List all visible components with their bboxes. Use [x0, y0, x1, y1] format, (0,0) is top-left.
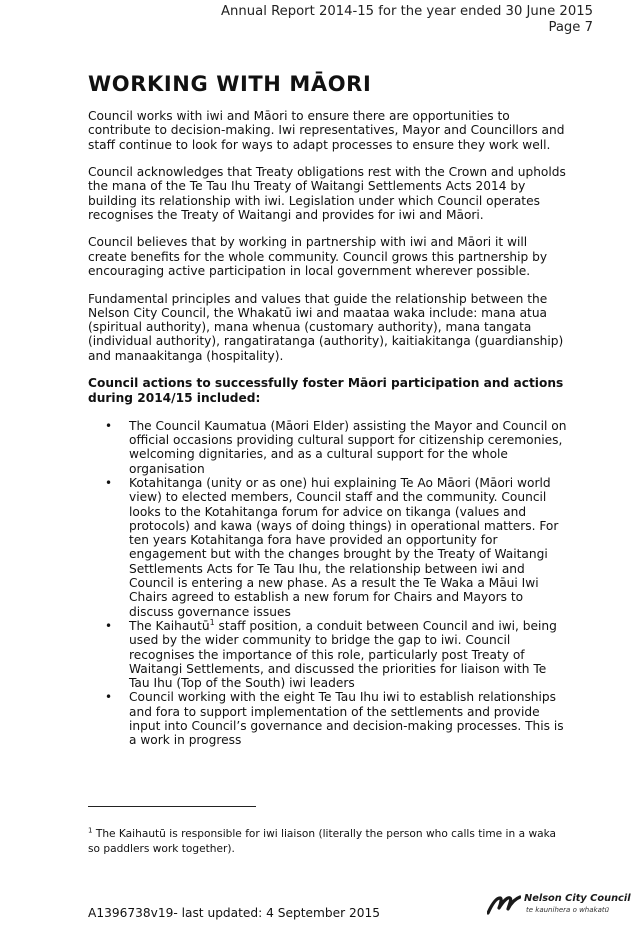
list-item [88, 419, 568, 476]
list-item-text: Kotahitanga (unity or as one) hui explaining Te Ao Māori (Māori world view) to elected members, Council staff and the community. Council looks to the Kotahitanga forum for advice on tikanga (values and protocols) and kawa (ways of doing things) in operational matters. For ten years Kotahitanga fora have provided an opportunity for engagement but with the changes brought by the Treaty of Waitangi Settlements Acts for Te Tau Ihu, the relationship between iwi and Council is entering a new phase. As a result the Te Waka a Māui Iwi Chairs agreed to establish a new forum for Chairs and Mayors to discuss governance issues [129, 475, 559, 619]
footnote-text: The Kaihautū is responsible for iwi liaison (literally the person who calls time in a waka so paddlers work together). [88, 828, 557, 855]
paragraph: Fundamental principles and values that guide the relationship between the Nelson City Council, the Whakatū iwi and maataa waka include: mana atua (spiritual authority), mana whenua (customary authority), mana tangata (individual authority), rangatiratanga (authority), kaitiakitanga (guardianship) and manaakitanga (hospitality). [88, 291, 564, 363]
list-item-text-start: The Kaihautū [129, 618, 210, 633]
actions-heading: Council actions to successfully foster Māori participation and actions during 2014/15 included: [88, 376, 564, 405]
logo-wordmark: Nelson City Council [524, 893, 631, 904]
actions-list [88, 419, 568, 748]
paragraph: Council acknowledges that Treaty obligations rest with the Crown and upholds the mana of the Te Tau Ihu Treaty of Waitangi Settlements Acts 2014 by building its relationship with iwi. Legislation under which Council operates recognises the Treaty of Waitangi and provides for iwi and Māori. [88, 165, 566, 222]
list-item [88, 690, 568, 747]
page-header [93, 4, 593, 36]
list-item [88, 619, 568, 690]
bullet-icon: • [105, 690, 113, 705]
bullet-icon: • [105, 475, 113, 490]
list-item-text-end: staff position, a conduit between Council and iwi, being used by the wider community to bridge the gap to iwi. Council recognises the importance of this role, particularly post Treaty of Waitangi Settlements, and discussed the priorities for liaison with Te Tau Ihu (Top of the South) iwi leaders [129, 618, 557, 691]
paragraph: Council works with iwi and Māori to ensure there are opportunities to contribute to decision-making. Iwi representatives, Mayor and Councillors and staff continue to look for ways to adapt processes to ensure they work well. [88, 109, 565, 152]
bullet-icon: • [105, 418, 113, 433]
logo-tagline: te kaunihera o whakatū [526, 906, 610, 914]
bullet-icon: • [105, 618, 113, 633]
footnote-number: 1 [88, 826, 93, 835]
list-item-text: The Council Kaumatua (Māori Elder) assisting the Mayor and Council on official occasions providing cultural support for citizenship ceremonies, welcoming dignitaries, and as a cultural support for the whole organisation [129, 418, 567, 476]
document-id: A1396738v19- last updated: 4 September 2015 [88, 906, 381, 920]
list-item [88, 476, 568, 619]
list-item-text: Council working with the eight Te Tau Ihu iwi to establish relationships and fora to support implementation of the settlements and provide input into Council’s governance and decision-making processes. This is a work in progress [129, 690, 564, 748]
council-logo-icon [487, 893, 521, 915]
footnote-divider [88, 806, 256, 807]
paragraph: Council believes that by working in partnership with iwi and Māori it will create benefits for the whole community. Council grows this partnership by encouraging active participation in local government wherever possible. [88, 235, 548, 279]
section-body [88, 109, 568, 748]
footnote [88, 827, 568, 857]
council-logo [487, 891, 631, 921]
report-title: Annual Report 2014-15 for the year ended 30 June 2015 [221, 4, 593, 19]
footnote-reference[interactable]: 1 [209, 617, 215, 627]
section-title: WORKING WITH MĀORI [88, 72, 372, 96]
page-number: Page 7 [548, 20, 593, 35]
